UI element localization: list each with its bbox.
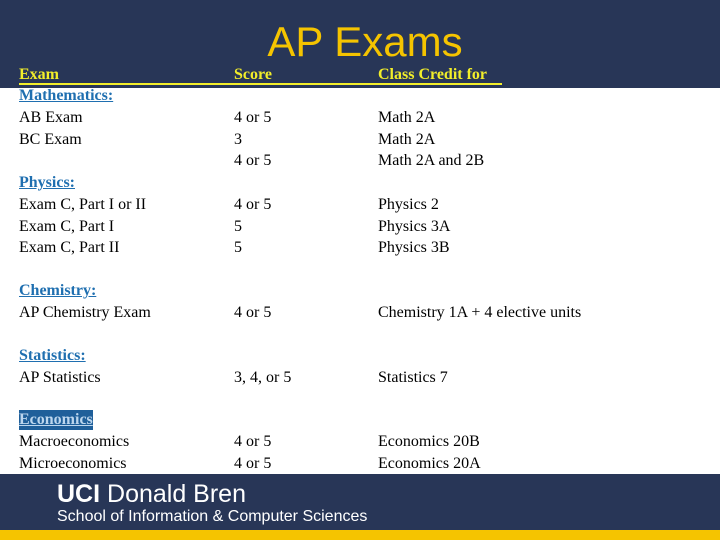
credit: Physics 3A [378, 217, 451, 235]
score: 5 [234, 239, 242, 256]
credit: Chemistry 1A + 4 elective units [378, 304, 582, 321]
credit: Economics 20B [378, 433, 480, 450]
credit: Physics 3B [378, 239, 450, 256]
score: 4 or 5 [234, 152, 272, 169]
score: 4 or 5 [234, 454, 272, 472]
page-title: AP Exams [267, 18, 463, 65]
credit: Economics 20A [378, 454, 481, 472]
score: 4 or 5 [234, 109, 272, 126]
score: 4 or 5 [234, 196, 272, 213]
section-math: Mathematics: [19, 87, 114, 104]
section-chem: Chemistry: [19, 282, 97, 299]
credit: Physics 2 [378, 196, 439, 213]
exam-name: AB Exam [19, 109, 83, 126]
exam-name: Exam C, Part II [19, 239, 120, 256]
exam-name: AP Statistics [19, 369, 101, 386]
section-econ: Economics [19, 411, 93, 428]
col-header-exam: Exam [19, 66, 59, 83]
credit: Math 2A [378, 130, 436, 148]
credit: Math 2A and 2B [378, 152, 485, 169]
footer-logo [57, 480, 246, 508]
section-stats: Statistics: [19, 347, 86, 364]
credit: Statistics 7 [378, 369, 448, 386]
footer-school: School of Information & Computer Sciences [57, 508, 368, 525]
footer-accent [0, 530, 720, 540]
score: 4 or 5 [234, 433, 272, 450]
score: 3, 4, or 5 [234, 369, 292, 386]
exam-name: BC Exam [19, 130, 82, 148]
header-underline [19, 83, 502, 85]
score: 3 [234, 130, 242, 148]
col-header-credit: Class Credit for [378, 66, 488, 83]
score: 4 or 5 [234, 304, 272, 321]
score: 5 [234, 217, 242, 235]
exam-name: Microeconomics [19, 454, 127, 472]
exam-name: Macroeconomics [19, 433, 130, 450]
credit: Math 2A [378, 109, 436, 126]
exam-name: Exam C, Part I [19, 217, 115, 235]
logo-uci: UCI [57, 480, 101, 508]
exam-name: AP Chemistry Exam [19, 304, 151, 321]
col-header-score: Score [234, 66, 272, 83]
section-physics: Physics: [19, 174, 75, 191]
logo-name: Donald Bren [107, 480, 246, 508]
exam-name: Exam C, Part I or II [19, 196, 147, 213]
